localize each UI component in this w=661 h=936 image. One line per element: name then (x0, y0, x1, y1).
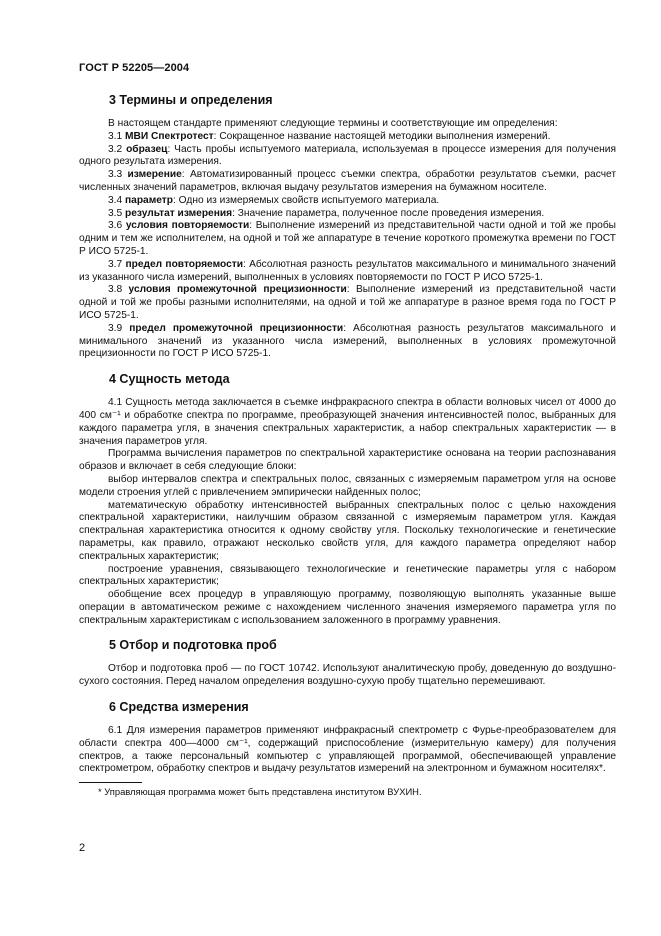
paragraph: построение уравнения, связывающего технологические и генетические параметры угля с набором спектральных характеристик; (79, 563, 616, 588)
term-definition: 3.2 образец: Часть пробы испытуемого материала, используемая в процессе измерения для получения одного результата измерения. (79, 143, 616, 168)
term: измерение (127, 169, 182, 181)
section-method (79, 371, 616, 627)
term: условия промежуточной прецизионности (128, 284, 347, 296)
term: параметр (125, 194, 174, 206)
term-definition: 3.1 МВИ Спектротест: Сокращенное название настоящей методики выполнения измерений. (108, 130, 551, 142)
term: условия повторяемости (125, 220, 250, 232)
term-definition: 3.6 условия повторяемости: Выполнение измерений из представительной части одной и той же пробы одним и тем же исполнителем, на одной и той же аппаратуре в течение короткого промежутка времени по ГОСТ Р ИСО 5725-1. (79, 220, 616, 257)
term-definition: 3.8 условия промежуточной прецизионности: Выполнение измерений из представительной части одной и той же пробы разными исполнителями, на одной и той же аппаратуре в разное время года по ГОСТ Р ИСО 5725-1. (79, 284, 616, 321)
paragraph: 6.1 Для измерения параметров применяют инфракрасный спектрометр с Фурье-преобразователем для области спектра 400—4000 см⁻¹, содержащий приспособление (измерительную камеру) для получения спектров, а также персональный компьютер с управляющей программой, обеспечивающей управление спектрометром, обработку спектров и выдачу результатов измерений на электронном и бумажном носителях*. (79, 725, 616, 775)
section-heading: 3 Термины и определения (109, 93, 273, 107)
paragraph: Отбор и подготовка проб — по ГОСТ 10742. Используют аналитическую пробу, доведенную до воздушно-сухого состояния. Перед началом определения воздушно-сухую пробу тщательно перемешивают. (79, 663, 616, 688)
term-definition: 3.9 предел промежуточной прецизионности: Абсолютная разность результатов максимального и минимального значений из указанного числа измерений, выполненных в условиях промежуточной прецизионности по ГОСТ Р ИСО 5725-1. (79, 322, 616, 360)
term: предел промежуточной прецизионности (129, 322, 344, 334)
paragraph: В настоящем стандарте применяют следующие термины и соответствующие им определения: (108, 118, 558, 129)
term-definition: 3.4 параметр: Одно из измеряемых свойств испытуемого материала. (108, 194, 440, 206)
document-body (79, 92, 616, 798)
section-terms (79, 92, 616, 361)
term: предел повторяемости (125, 258, 243, 270)
term-definition: 3.5 результат измерения: Значение параметра, полученное после проведения измерения. (108, 207, 545, 219)
footnote-divider (79, 782, 142, 783)
section-sampling (79, 637, 616, 689)
term: образец (126, 143, 168, 155)
document-header: ГОСТ Р 52205—2004 (79, 62, 190, 74)
section-heading: 4 Сущность метода (109, 372, 230, 387)
section-heading: 5 Отбор и подготовка проб (109, 638, 277, 653)
paragraph: выбор интервалов спектра и спектральных полос, связанных с измеряемым параметром угля на основе модели строения углей с привлечением эмпирически найденных полос; (79, 473, 616, 498)
term: результат измерения (125, 207, 233, 219)
paragraph: обобщение всех процедур в управляющую программу, позволяющую выполнять указанные выше операции в автоматическом режиме с нахождением численного значения измеряемого параметра угля по спектральным характеристикам с использованием заложенного в программу уравнения. (79, 589, 616, 626)
section-heading: 6 Средства измерения (109, 700, 249, 715)
paragraph: математическую обработку интенсивностей выбранных спектральных полос с целью нахождения спектральной характеристики, наилучшим образом связанной с измеряемым параметром угля. Каждая спектральная характеристика относится к одному свойству угля. Поскольку технологические и генетические параметры, как правило, отражают несколько свойств угля, для каждого параметра определяют набор спектральных характеристик; (79, 499, 616, 562)
term: МВИ Спектротест (125, 130, 214, 142)
paragraph: Программа вычисления параметров по спектральной характеристике основана на теории распознавания образов и включает в себя следующие блоки: (79, 448, 616, 473)
term-definition: 3.7 предел повторяемости: Абсолютная разность результатов максимального и минимального значений из указанного числа измерений, выполненных в условиях повторяемости по ГОСТ Р ИСО 5725-1. (79, 258, 616, 283)
page-number: 2 (79, 842, 86, 854)
paragraph: 4.1 Сущность метода заключается в съемке инфракрасного спектра в области волновых чисел от 4000 до 400 см⁻¹ и обработке спектра по программе, преобразующей значения интенсивностей полос, выбранных для каждого параметра угля, в значения спектральных характеристик, а набор спектральных характеристик — в значения параметров угля. (79, 397, 616, 447)
section-instruments (79, 699, 616, 776)
footnote: * Управляющая программа может быть представлена институтом ВУХИН. (98, 786, 422, 798)
term-definition: 3.3 измерение: Автоматизированный процесс съемки спектра, обработки результатов съемки, расчет численных значений параметров, включая выдачу результатов измерения на бумажном носителе. (79, 169, 616, 193)
